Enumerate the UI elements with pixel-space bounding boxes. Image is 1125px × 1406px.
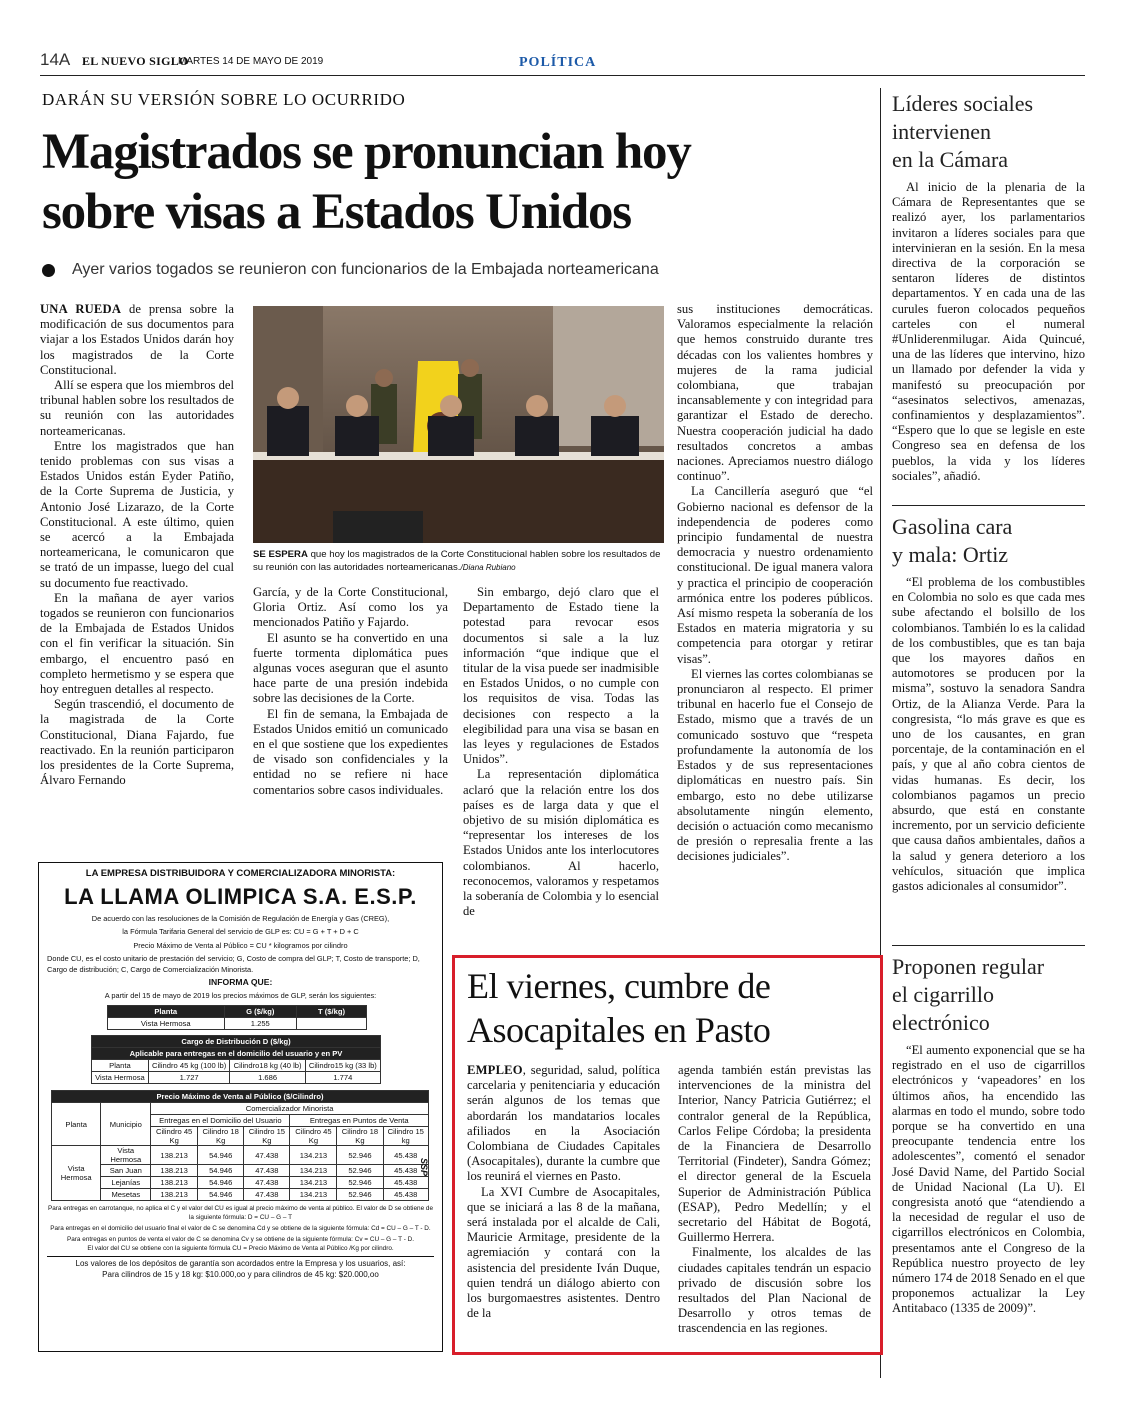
ad-table-cell: 45.438 <box>383 1165 428 1177</box>
ad-table-cell: G ($/kg) <box>224 1006 297 1018</box>
ad-note-2: Para entregas en el domicilio del usuario final el valor de C se denomina Cd y se obtiene de la siguiente fórmula: Cd = CU – G – T - D. <box>50 1225 431 1232</box>
ad-table-cell: Cilindro 18 Kg <box>198 1127 244 1146</box>
paragraph <box>463 767 659 919</box>
caption-lead: SE ESPERA <box>253 549 308 560</box>
sidebar-story1-paragraph: Al inicio de la plenaria de la Cámara de Representantes que se realizó ayer, los parlamentarios invitaron a líderes sociales para que intervinieran en la sesión. En la mesa directiva de la corporación se sentaron líderes de distintos departamentos. Y en cada una de las curules fueron colocados pequeños carteles con el numeral #Unliderenmilugar. Aida Quincué, una de las líderes que intervino, hizo un llamado por defender la vida y manifestó su preocupación por “asesinatos selectivos, amenazas, confinamientos y desplazamientos”. “Espero que lo que se legisle en este Congreso sea en defensa de los pueblos, la vida y los líderes sociales”, añadió. <box>892 180 1085 483</box>
paragraph <box>253 707 448 798</box>
paragraph-text: La representación diplomática aclaró que la relación entre los dos países es de larga data y que el objetivo de su misión diplomática es “representar los intereses de los Estados Unidos ante los interlocutores colombianos. Al hacerlo, reconocemos, valoramos y respetamos la soberanía de Colombia y lo esencial de <box>463 767 659 919</box>
boxed-title-line-2: Asocapitales en Pasto <box>467 1010 771 1050</box>
ad-table-cell: 138.213 <box>151 1165 198 1177</box>
ad-paragraph-4: Donde CU, es el costo unitario de prestación del servicio; G, Costo de compra del GLP; T, Costo de transporte; D, Cargo de distribución; C, Cargo de Comercialización Minorista. <box>47 954 420 974</box>
paragraph <box>40 439 234 591</box>
paragraph <box>677 484 873 666</box>
ad-table-prices <box>51 1090 429 1201</box>
ad-table-cell: Planta <box>108 1006 225 1018</box>
title-line: en la Cámara <box>892 147 1009 172</box>
headline-line-2: sobre visas a Estados Unidos <box>42 184 631 240</box>
paragraph <box>463 585 659 767</box>
ad-table-cell: Cilindro18 kg (40 lb) <box>230 1060 305 1072</box>
ad-table-prices-comercializador: Comercializador Minorista <box>151 1103 429 1115</box>
paragraph-text: Según trascendió, el documento de la magistrada de la Corte Constitucional, Diana Fajardo, fue reactivado. En la reunión participaron los presidentes de la Corte Suprema, Álvaro Fernando <box>40 697 234 788</box>
ad-note-4: El valor del CU se obtiene con la siguiente fórmula CU = Precio Máximo de Venta al Público /Kg por cilindro. <box>87 1245 394 1252</box>
ad-paragraph-3: Precio Máximo de Venta al Público = CU * kilogramos por cilindro <box>133 940 348 950</box>
ad-table-cell <box>297 1018 367 1030</box>
paragraph <box>678 1063 871 1245</box>
paragraph-text: El fin de semana, la Embajada de Estados Unidos emitió un comunicado en el que sostiene que los expedientes de visado son confidenciales y la entidad no se refiere ni hace comentarios sobre casos individuales. <box>253 706 448 797</box>
ad-table-cell: 54.946 <box>198 1189 244 1201</box>
ad-table-cell: Cilindro 45 Kg <box>151 1127 198 1146</box>
ad-table-cell: 47.438 <box>244 1189 290 1201</box>
ad-table-cell: 138.213 <box>151 1189 198 1201</box>
paragraph <box>253 585 448 631</box>
court-photo <box>253 306 664 543</box>
ad-table-cell: 52.946 <box>337 1146 383 1165</box>
subhead: Ayer varios togados se reunieron con funcionarios de la Embajada norteamericana <box>72 261 659 278</box>
ad-note-3: Para entregas en puntos de venta el valor de C se denomina Cv y se obtiene de la siguiente fórmula: Cv = CU – G – T - D. <box>66 1236 414 1243</box>
title-line: Líderes sociales <box>892 91 1034 116</box>
ad-price-row <box>52 1177 429 1189</box>
paragraph-text: En la mañana de ayer varios togados se reunieron con funcionarios de la Embajada de Estados Unidos con el fin verificar la situación. Sin embargo, el encuentro pasó en completo hermetismo y se espera que hoy entreguen detalles al respecto. <box>40 590 234 697</box>
ad-table-dist-sub: Aplicable para entregas en el domicilio del usuario y en PV <box>92 1048 381 1060</box>
title-line: y mala: Ortiz <box>892 542 1009 567</box>
ad-table-g-t-row <box>108 1018 367 1030</box>
ad-table-cell: 45.438 <box>383 1146 428 1165</box>
ad-table-cell: 134.213 <box>290 1189 337 1201</box>
ad-from-date: A partir del 15 de mayo de 2019 los precios máximos de GLP, serán los siguientes: <box>104 990 377 1000</box>
sidebar-story2-title <box>892 513 1087 569</box>
ad-table-cell: 47.438 <box>244 1177 290 1189</box>
lead-in: EMPLEO <box>467 1063 523 1077</box>
paragraph <box>40 697 234 788</box>
paragraph <box>40 302 234 378</box>
ad-table-cell: 134.213 <box>290 1165 337 1177</box>
title-line: el cigarrillo <box>892 982 995 1007</box>
ad-table-distribution <box>91 1035 381 1084</box>
ad-table-g-t-head <box>108 1006 367 1018</box>
ad-table-cell: 138.213 <box>151 1146 198 1165</box>
sidebar-rule-1 <box>892 505 1085 506</box>
ad-note-1: Para entregas en carrotanque, no aplica el C y el valor del CU es igual al precio máximo de venta al público. El valor de D se obtiene de la siguiente fórmula: D = CU – G – T <box>47 1205 434 1221</box>
paragraph-text: La XVI Cumbre de Asocapitales, que se iniciará a las 8 de la mañana, será instalada por el alcalde de Cali, Mauricie Armitage, presidente de la agremiación y contará con la asistencia del presidente Iván Duque, quien tendrá un diálogo abierto con los burgomaestres asistentes. Dentro de la <box>467 1184 660 1321</box>
ad-table-prices-planta-head: Planta <box>52 1103 101 1146</box>
ad-table-cell: T ($/kg) <box>297 1006 367 1018</box>
paragraph <box>467 1185 660 1322</box>
ad-table-cell: 52.946 <box>337 1177 383 1189</box>
ad-table-cell: 45.438 <box>383 1177 428 1189</box>
headline <box>42 122 872 242</box>
ad-table-prices-municipio-head: Municipio <box>101 1103 151 1146</box>
photo-caption <box>253 548 664 574</box>
paragraph-text: agenda también están previstas las intervenciones de la ministra del Interior, Nancy Patricia Gutiérrez; el contralor general de la República, Carlos Felipe Córdoba; la presidenta de la Financiera de Desarrollo Territorial (Findeter), Sandra Gómez; el director general de la Escuela Superior de Administración Pública (ESAP), Pedro Medellín; y el secretario del Hábitat de Bogotá, Guillermo Herrera. <box>678 1063 871 1245</box>
ad-table-cell: Cilindro 15 Kg <box>244 1127 290 1146</box>
ad-table-cell: 45.438 <box>383 1189 428 1201</box>
title-line: intervienen <box>892 119 991 144</box>
ad-table-cell: 54.946 <box>198 1165 244 1177</box>
paragraph <box>678 1245 871 1336</box>
bullet-icon <box>42 264 55 277</box>
title-line: electrónico <box>892 1010 990 1035</box>
ad-table-cell: Lejanías <box>101 1177 151 1189</box>
ad-table-cell: Cilindro15 kg (33 lb) <box>305 1060 380 1072</box>
paragraph-text: El asunto se ha convertido en una fuerte tormenta diplomática pues algunas voces aseguran que el asunto hace parte de una presión indebida sobre las decisiones de la Corte. <box>253 630 448 706</box>
ad-table-cell: Planta <box>92 1060 149 1072</box>
ad-price-row <box>52 1189 429 1201</box>
ad-table-dist-row <box>92 1072 381 1084</box>
ad-table-dist-title: Cargo de Distribución D ($/kg) <box>92 1036 381 1048</box>
paragraph-text: sus instituciones democráticas. Valoramos especialmente la relación que hemos construido durante tres décadas con los valientes hombres y mujeres de la rama judicial colombiana, que trabajan incansablemente y con integridad para garantizar el Estado de derecho. Nuestra cooperación judicial ha dado resultados concretos a ambas naciones. Apreciamos nuestro diálogo continuo”. <box>677 302 873 484</box>
main-col-3 <box>463 585 659 919</box>
main-col-1 <box>40 302 234 789</box>
boxed-story-title <box>467 964 877 1052</box>
ad-table-cell: 54.946 <box>198 1177 244 1189</box>
ad-top-line: LA EMPRESA DISTRIBUIDORA Y COMERCIALIZADORA MINORISTA: <box>85 868 396 879</box>
page-number: 14A <box>40 50 71 69</box>
ad-table-cell: 138.213 <box>151 1177 198 1189</box>
paragraph-text: El viernes las cortes colombianas se pronunciaron al respecto. El primer tribunal en hacerlo fue el Consejo de Estado, mismo que a través de un comunicado sostuvo que “respeta profundamente la autonomía de los Estados y de sus representaciones diplomáticas en nuestro país. Sin embargo, esto no debe utilizarse absolutamente ningún elemento, decisión o actuación como mecanismo de presión o represalia frente a las decisiones judiciales”. <box>677 666 873 864</box>
paragraph-text: , seguridad, salud, política carcelaria y penitenciaria y educación serán algunos de los temas que abordarán los mandatarios locales afiliados en la Asociación Colombiana de Ciudades Capitales (Asocapitales), durante la cumbre que los reunirá el viernes en Pasto. <box>467 1063 660 1184</box>
ad-informa: INFORMA QUE: <box>208 977 273 987</box>
caption-text: que hoy los magistrados de la Corte Constitucional hablen sobre los resultados de su reunión con las autoridades norteamericanas. <box>253 549 661 573</box>
ad-paragraph-2: la Fórmula Tarifaria General del servicio de GLP es: CU = G + T + D + C <box>122 927 359 936</box>
ad-price-row <box>52 1165 429 1177</box>
ad-table-prices-title: Precio Máximo de Venta al Público ($/Cilindro) <box>52 1091 429 1103</box>
ad-table-cell: 134.213 <box>290 1146 337 1165</box>
issue-date: MARTES 14 DE MAYO DE 2019 <box>178 56 324 67</box>
paragraph <box>40 591 234 697</box>
header-rule <box>40 75 1085 76</box>
boxed-title-line-1: El viernes, cumbre de <box>467 966 771 1006</box>
paragraph-text: Sin embargo, dejó claro que el Departamento de Estado tiene la potestad para revocar esos documentos si sale a la luz información “que indique que el titular de la visa puede ser inadmisible en Estados Unidos, o no cumple con los requisitos de visa. Todas las decisiones con respecto a la elegibilidad para una visa se basan en las leyes y regulaciones de Estados Unidos”. <box>463 585 659 767</box>
gas-price-ad <box>38 862 443 1352</box>
ad-table-cell: 1.727 <box>148 1072 230 1084</box>
paragraph-text: Allí se espera que los miembros del tribunal hablen sobre los resultados de su reunión con las autoridades norteamericanas. <box>40 378 234 438</box>
ad-deposit-2: Para cilindros de 15 y 18 kg: $10.000,oo y para cilindros de 45 kg: $20.000,oo <box>102 1269 379 1279</box>
sidebar-story1-title <box>892 90 1087 174</box>
paragraph <box>253 631 448 707</box>
ad-table-cell: Vista Hermosa <box>52 1146 101 1201</box>
paragraph <box>677 667 873 865</box>
ad-table-prices-domicilio: Entregas en el Domicilio del Usuario <box>151 1115 290 1127</box>
sidebar-story3-paragraph: “El aumento exponencial que se ha registrado en el uso de cigarrillos electrónicos y ‘vapeadores’ en los últimos años, ha encendido las alarmas en todo el mundo, sobre todo porque se ha convertido en una preocupante tendencia entre los adolescentes”, comentó el senador José David Name, del Partido Social de Unidad Nacional (La U). El congresista anotó que “atendiendo a la necesidad de regular el uso de cigarrillos electrónicos en Colombia, presentamos ante el Congreso de la República nuestro proyecto de ley número 174 de 2018 Senado en el que proponemos actualizar la Ley Antitabaco (1335 de 2009)”. <box>892 1043 1085 1316</box>
paragraph <box>677 302 873 484</box>
sidebar-rule-2 <box>892 945 1085 946</box>
ad-paragraph-1: De acuerdo con las resoluciones de la Comisión de Regulación de Energía y Gas (CREG), <box>91 913 390 923</box>
boxed-col-2 <box>678 1063 871 1337</box>
headline-line-1: Magistrados se pronuncian hoy <box>42 124 691 180</box>
ad-table-cell: Vista Hermosa <box>92 1072 149 1084</box>
ad-table-cell: Cilindro 15 kg <box>383 1127 428 1146</box>
sidebar-story1-text <box>892 180 1085 484</box>
ad-table-cell: Cilindro 18 Kg <box>337 1127 383 1146</box>
ad-table-cell: Cilindro 45 kg (100 lb) <box>148 1060 230 1072</box>
ad-table-cell: 1.686 <box>230 1072 305 1084</box>
title-line: Gasolina cara <box>892 514 1013 539</box>
newspaper-name: EL NUEVO SIGLO <box>82 54 189 68</box>
ad-table-prices-puntos: Entregas en Puntos de Venta <box>290 1115 429 1127</box>
ad-table-cell: Vista Hermosa <box>101 1146 151 1165</box>
ad-table-cell: 134.213 <box>290 1177 337 1189</box>
ad-table-g-t <box>107 1005 367 1030</box>
ad-price-row <box>52 1146 429 1165</box>
ad-deposit-box <box>47 1256 434 1280</box>
ad-table-cell: 52.946 <box>337 1189 383 1201</box>
sidebar-story2-text <box>892 575 1085 894</box>
ad-table-cell: 1.255 <box>224 1018 297 1030</box>
sidebar-story3-title <box>892 953 1087 1037</box>
main-col-4 <box>677 302 873 865</box>
main-col-2 <box>253 585 448 798</box>
court-photo-image <box>253 306 664 543</box>
boxed-col-1 <box>467 1063 660 1321</box>
ad-table-cell: 47.438 <box>244 1146 290 1165</box>
sidebar-story3-text <box>892 1043 1085 1317</box>
paragraph-text: Entre los magistrados que han tenido problemas con sus visas a Estados Unidos están Eyder Patiño, de la Corte Suprema de Justicia, y Antonio José Lizarazo, de la Corte Constitucional. A este último, quien se acercó a la Embajada norteamericana, le comunicaron que se trató de un impasse, luego del cual su documento fue reactivado. <box>40 438 234 590</box>
ad-table-cell: 1.774 <box>305 1072 380 1084</box>
ad-company: LA LLAMA OLIMPICA S.A. E.S.P. <box>64 883 417 909</box>
lead-in: UNA RUEDA <box>40 302 122 316</box>
paragraph-text: de prensa sobre la modificación de sus documentos para viajar a los Estados Unidos darán hoy los magistrados de la Corte Constitucional. <box>40 302 234 377</box>
ad-table-cell: San Juan <box>101 1165 151 1177</box>
ad-table-dist-head <box>92 1060 381 1072</box>
ad-table-cell: Vista Hermosa <box>108 1018 225 1030</box>
kicker: DARÁN SU VERSIÓN SOBRE LO OCURRIDO <box>42 90 406 109</box>
photo-credit: /Diana Rubiano <box>460 563 516 572</box>
ad-table-cell: 54.946 <box>198 1146 244 1165</box>
title-line: Proponen regular <box>892 954 1045 979</box>
paragraph <box>40 378 234 439</box>
ad-table-cell: Cilindro 45 Kg <box>290 1127 337 1146</box>
ssp-logo: SSP <box>419 1158 429 1177</box>
ad-table-cell: 47.438 <box>244 1165 290 1177</box>
sidebar-story2-paragraph: “El problema de los combustibles en Colombia no solo es que cada mes sube afectando el bolsillo de los colombianos. También lo es la calidad de los combustibles, que es tan baja que los mayores daños en automotores se producen por la misma”, sostuvo la senadora Sandra Ortiz, de la Alianza Verde. Para la congresista, “lo más grave es que es uno de los causantes, en gran porcentaje, de la contaminación en el país, y que al año cobra cientos de vidas humanas. Es decir, los colombianos pagamos un precio absurdo, que está en constante incremento, por un servicio deficiente que causa daños ambientales, daños a la salud y genera deterioro a los vehículos, situación que implica gastos adicionales al consumidor”. <box>892 575 1085 894</box>
ad-deposit-1: Los valores de los depósitos de garantía son acordados entre la Empresa y los usuarios, así: <box>75 1259 406 1268</box>
ad-table-cell: 52.946 <box>337 1165 383 1177</box>
paragraph-text: La Cancillería aseguró que “el Gobierno nacional es defensor de la independencia de poderes como principio fundamental de nuestra democracia y nuestro ordenamiento constitucional. De igual manera valora y practica el principio de cooperación armónica entre los poderes públicos. Así mismo respeta la soberanía de los Estados en materia migratoria y su competencia para otorgar y retirar visas”. <box>677 484 873 666</box>
paragraph <box>467 1063 660 1185</box>
section-label: POLÍTICA <box>519 55 597 70</box>
paragraph-text: Finalmente, los alcaldes de las ciudades capitales tendrán un espacio privado de discusión sobre los resultados del Plan Nacional de Desarrollo y otros temas de trascendencia en las regiones. <box>678 1245 871 1336</box>
paragraph-text: García, y de la Corte Constitucional, Gloria Ortiz. Así como los ya mencionados Patiño y Fajardo. <box>253 585 448 630</box>
ad-table-cell: Mesetas <box>101 1189 151 1201</box>
